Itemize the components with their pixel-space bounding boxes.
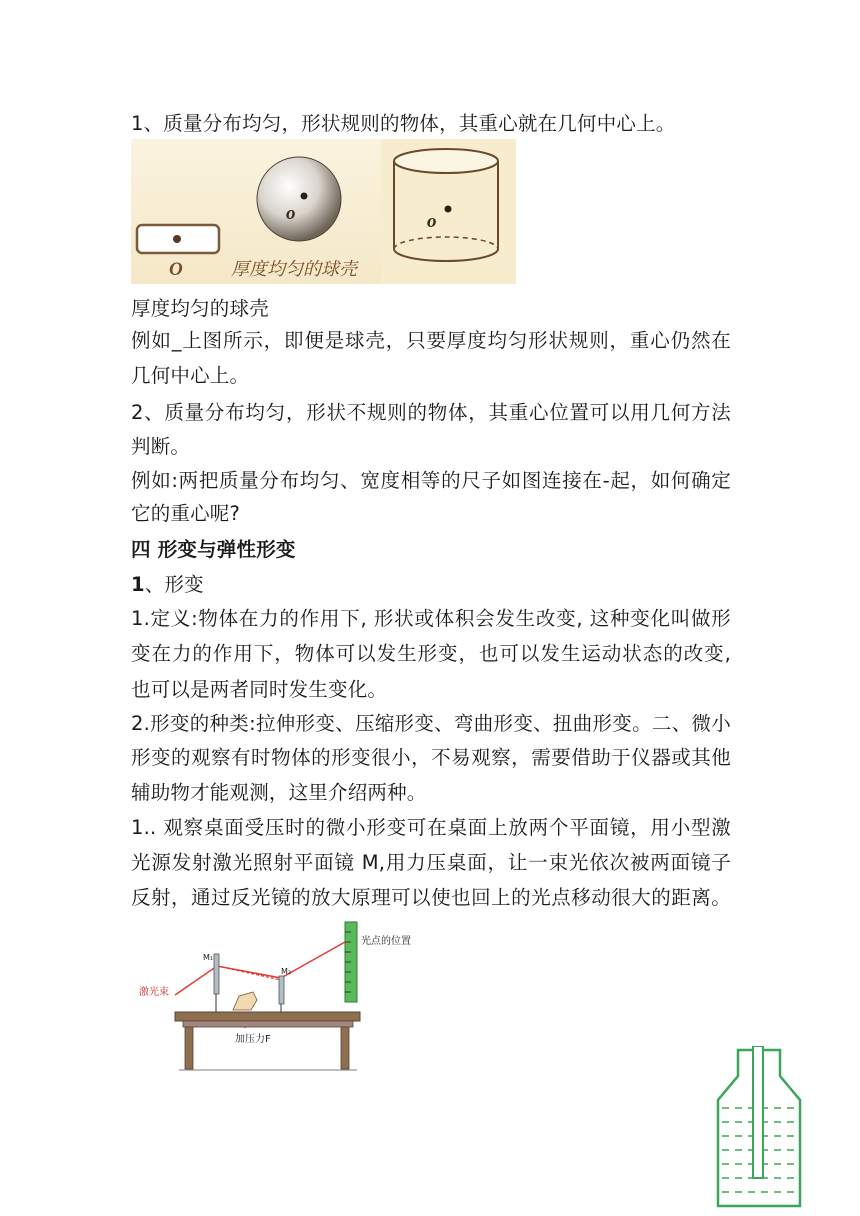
text-line-7: 例如:两把质量分布均匀、宽度相等的尺子如图连接在-起，如何确定	[131, 469, 731, 492]
cylinder-top	[394, 149, 498, 173]
text-line-15: 形变的观察有时物体的形变很小，不易观察，需要借助于仪器或其他	[131, 746, 731, 769]
sphere-center-label: o	[286, 203, 296, 224]
table-leg-left	[185, 1027, 193, 1069]
plate-center-dot	[173, 235, 181, 243]
table-leg-right	[341, 1027, 349, 1069]
text-line-16: 辅助物才能观测，这里介绍两种。	[131, 781, 427, 804]
glass-tube	[753, 1046, 763, 1178]
text-line-5: 2、质量分布均匀，形状不规则的物体，其重心位置可以用几何方法	[131, 401, 731, 424]
text-line-17: 1.. 观察桌面受压时的微小形变可在桌面上放两个平面镜，用小型激	[131, 816, 731, 839]
sphere-shell	[257, 157, 341, 241]
table-top	[175, 1012, 360, 1021]
spot-position-label: 光点的位置	[361, 936, 411, 947]
text-line-11: 1.定义:物体在力的作用下, 形状或体积会发生改变, 这种变化叫做形	[131, 607, 731, 630]
text-line-12: 变在力的作用下，物体可以发生形变，也可以发生运动状态的改变,	[131, 642, 731, 665]
cylinder-center-label: o	[427, 211, 437, 232]
text-line-13: 也可以是两者同时发生变化。	[131, 678, 388, 701]
text-line-18: 光源发射激光照射平面镜 M,用力压桌面，让一束光依次被两面镜子	[131, 851, 731, 874]
mirror-m1-label: M₁	[203, 953, 214, 962]
text-line-14: 2.形变的种类:拉伸形变、压缩形变、弯曲形变、扭曲形变。二、微小	[131, 712, 731, 735]
text-line-8: 它的重心呢?	[131, 502, 241, 525]
laser-beam	[175, 942, 345, 995]
mirror-m1	[214, 954, 219, 994]
mirror-m2-label: M₂	[281, 967, 292, 976]
subheading-text: 、形变	[144, 573, 204, 596]
figure-caption: 厚度均匀的球壳	[231, 259, 357, 280]
text-line-19: 反射，通过反光镜的放大原理可以使也回上的光点移动很大的距离。	[131, 886, 731, 909]
mirror-m2	[279, 976, 284, 1004]
text-line-6: 判断。	[131, 435, 191, 458]
text-line-2: 厚度均匀的球壳	[131, 297, 269, 320]
laser-label: 激光束	[139, 987, 169, 998]
text-line-4: 几何中心上。	[131, 364, 250, 387]
force-label: 加压力F	[235, 1034, 271, 1045]
bottle-figure	[716, 1046, 802, 1210]
sphere-center-dot	[301, 193, 308, 200]
text-line-3: 例如_上图所示，即便是球壳，只要厚度均匀形状规则，重心仍然在	[131, 329, 731, 352]
hand-pressing	[233, 992, 257, 1010]
text-line-1: 1、质量分布均匀，形状规则的物体，其重心就在几何中心上。	[131, 112, 676, 135]
cylinder-center-dot	[445, 206, 452, 213]
laser-table-figure	[135, 920, 435, 1075]
plate-center-label: O	[169, 259, 183, 280]
subheading-deform	[131, 566, 731, 603]
subheading-number: 1	[131, 573, 145, 596]
center-of-mass-figure	[131, 139, 516, 284]
section-heading: 四 形变与弹性形变	[131, 538, 296, 561]
